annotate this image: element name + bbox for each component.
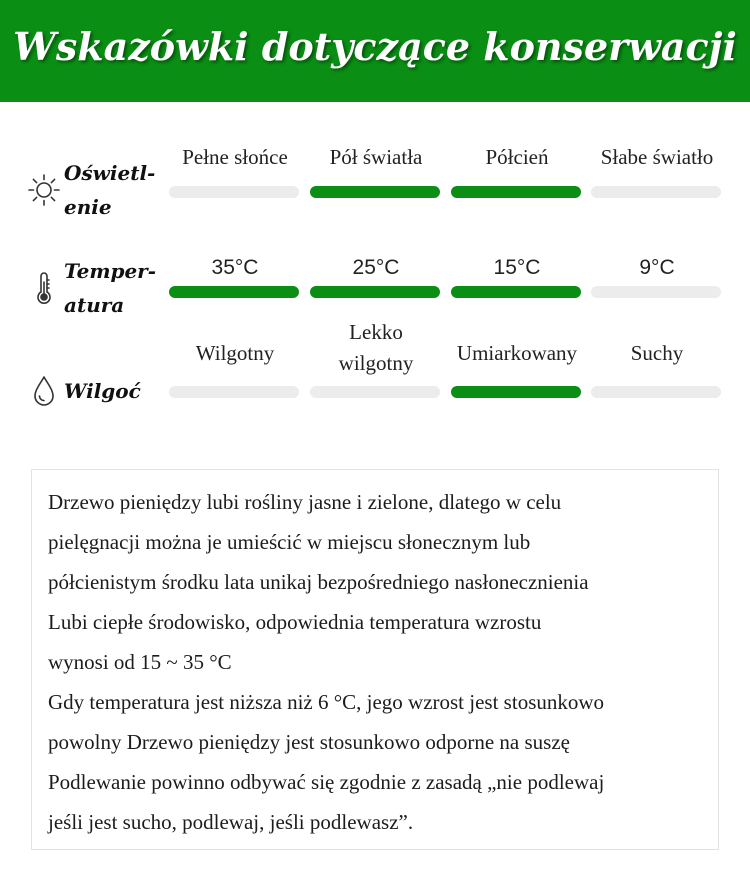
description-line: półcienistym środku lata unikaj bezpośredniego nasłonecznienia: [48, 570, 589, 594]
option-dry: Suchy: [630, 341, 684, 365]
option-temp-25: 25°C: [352, 256, 400, 279]
water-drop-icon: [26, 373, 62, 409]
description-line: wynosi od 15 ~ 35 °C: [48, 650, 232, 674]
page-title: Wskazówki dotyczące konserwacji: [13, 24, 737, 69]
level-bar-partial-shade: [451, 186, 581, 198]
row-label-light: [26, 155, 166, 225]
description-line: jeśli jest sucho, podlewaj, jeśli podlewasz”.: [48, 810, 414, 834]
thermometer-icon: [26, 270, 62, 306]
description-line: pielęgnacji można je umieścić w miejscu słonecznym lub: [48, 530, 531, 554]
option-temp-15: 15°C: [493, 256, 541, 279]
description-line: Drzewo pieniędzy lubi rośliny jasne i zielone, dlatego w celu: [48, 490, 562, 514]
row-label-humidity: [26, 356, 166, 426]
option-wet: Wilgotny: [195, 341, 275, 365]
level-bar-slightly-wet: [310, 386, 440, 398]
description-line: Lubi ciepłe środowisko, odpowiednia temperatura wzrostu: [48, 610, 542, 634]
level-bar-temp-15: [451, 286, 581, 298]
description-line: Gdy temperatura jest niższa niż 6 °C, jego wzrost jest stosunkowo: [48, 690, 605, 714]
option-slightly-wet: Lekko wilgotny: [338, 320, 414, 375]
option-low-light: Słabe światło: [600, 145, 714, 169]
option-partial-shade: Półcień: [485, 145, 549, 169]
header-banner: [0, 0, 750, 102]
level-bar-full-sun: [169, 186, 299, 198]
level-bar-wet: [169, 386, 299, 398]
care-description-box: [31, 469, 719, 850]
option-temp-35: 35°C: [211, 256, 259, 279]
description-line: Podlewanie powinno odbywać się zgodnie z zasadą „nie podlewaj: [48, 770, 605, 794]
level-bar-dry: [591, 386, 721, 398]
option-half-light: Pół światła: [329, 145, 423, 169]
row-label-temperature: [26, 253, 166, 323]
description-line: powolny Drzewo pieniędzy jest stosunkowo odporne na suszę: [48, 730, 570, 754]
sun-icon: [26, 172, 62, 208]
option-moderate: Umiarkowany: [456, 341, 578, 365]
level-bar-low-light: [591, 186, 721, 198]
row-name-temperature: Temper- atura: [64, 259, 157, 317]
level-bar-half-light: [310, 186, 440, 198]
option-full-sun: Pełne słońce: [182, 145, 288, 169]
row-name-humidity: Wilgoć: [64, 379, 141, 403]
row-name-light: Oświetl- enie: [64, 161, 156, 219]
level-bar-temp-25: [310, 286, 440, 298]
level-bar-moderate: [451, 386, 581, 398]
level-bar-temp-9: [591, 286, 721, 298]
option-temp-9: 9°C: [639, 256, 675, 279]
level-bar-temp-35: [169, 286, 299, 298]
